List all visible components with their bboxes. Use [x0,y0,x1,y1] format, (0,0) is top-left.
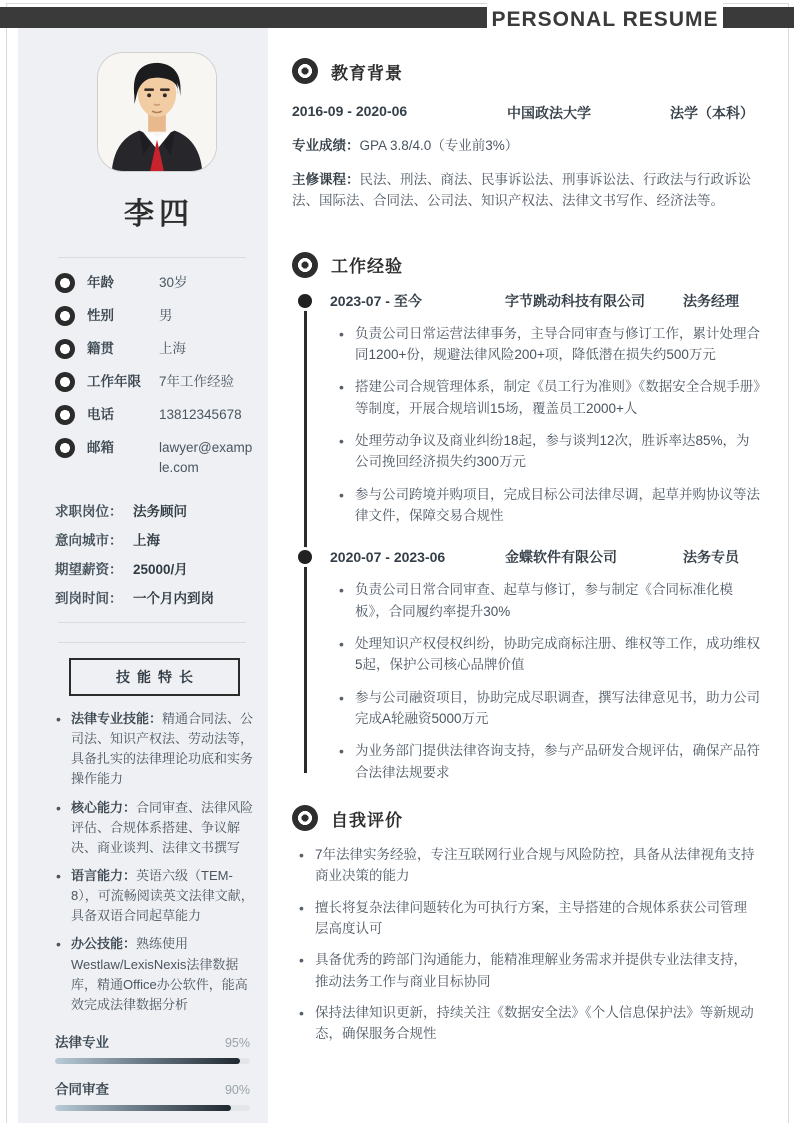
evaluation-bullet: • 7年法律实务经验，专注互联网行业合规与风险防控，具备从法律视角支持商业决策的能力 [298,844,760,887]
info-row [55,339,258,359]
courses-line [292,169,760,212]
skill-bar-percent: 95% [224,1035,250,1050]
job-intent-list [55,502,258,608]
job-bullet: • 处理劳动争议及商业纠纷18起，参与谈判12次，胜诉率达85%，为公司挽回经济损失约300万元 [338,430,760,473]
job-bullet: • 参与公司融资项目，协助完成尽职调查，撰写法律意见书，助力公司完成A轮融资5000万元 [338,687,760,730]
intent-value: 25000/月 [133,562,188,577]
courses-value: 民法、刑法、商法、民事诉讼法、刑事诉讼法、行政法与行政诉讼法、国际法、合同法、公司法、知识产权法、法律文书写作、经济法等。 [292,171,751,209]
info-value: 上海 [159,341,186,356]
job-bullet-list [330,579,760,783]
skill-item [55,934,258,1015]
info-row [55,372,258,392]
avatar-illustration [98,53,216,171]
job-role: 法务经理 [683,292,739,309]
donut-bullet-icon [55,438,75,458]
candidate-name: 李四 [124,198,194,231]
job-role: 法务专员 [683,549,739,566]
job-bullet-list [330,323,760,527]
skill-item [55,709,258,790]
intent-label: 到岗时间： [55,591,123,606]
skill-bar-fill [55,1058,240,1064]
gpa-value: GPA 3.8/4.0（专业前3%） [359,138,519,153]
donut-bullet-icon [55,339,75,359]
skill-label: 办公技能： [71,936,137,952]
info-label: 籍贯 [87,341,114,356]
education-school: 中国政法大学 [507,105,591,121]
section-donut-icon [292,252,318,278]
experience-timeline [292,292,760,783]
divider [58,642,246,643]
job-company: 金蝶软件有限公司 [505,549,617,566]
info-value: lawyer@example.com [159,440,253,475]
divider [58,257,246,258]
job-header [330,292,739,311]
skill-bar-fill [55,1105,231,1111]
timeline-dot-icon [298,294,312,308]
timeline-dot-icon [298,550,312,564]
education-degree: 法学（本科） [670,105,754,121]
info-value: 30岁 [159,275,188,290]
intent-row [55,589,258,608]
donut-bullet-icon [55,273,75,293]
skill-bars [55,1031,258,1111]
intent-value: 上海 [133,533,160,548]
job-bullet: • 负责公司日常运营法律事务，主导合同审查与修订工作，累计处理合同1200+份，规避法律风险200+项，降低潜在损失约500万元 [338,323,760,366]
experience-section-header [292,252,760,278]
page-title: PERSONAL RESUME [491,8,719,31]
donut-bullet-icon [55,405,75,425]
skill-bar [55,1031,250,1064]
skill-bar-track [55,1058,250,1064]
profile-photo [97,52,217,172]
skill-bar-percent: 90% [224,1082,250,1097]
info-label: 电话 [87,407,114,422]
header-title-box [487,0,723,40]
skill-item [55,798,258,858]
job-company: 字节跳动科技有限公司 [505,292,645,309]
skill-bar-header [55,1078,250,1098]
sidebar [18,28,268,1123]
info-value: 7年工作经验 [159,374,235,389]
info-row [55,438,258,478]
skill-bar-label: 法律专业 [55,1034,109,1050]
info-row [55,273,258,293]
evaluation-bullet-list [292,844,760,1045]
skill-bar [55,1078,250,1111]
section-donut-icon [292,805,318,831]
intent-row [55,502,258,521]
info-value: 男 [159,308,173,323]
courses-label: 主修课程： [292,171,360,187]
info-label: 性别 [87,308,114,323]
donut-bullet-icon [55,372,75,392]
job-period: 2023-07 - 至今 [330,292,422,309]
evaluation-title: 自我评价 [331,810,403,830]
skill-label: 核心能力： [71,799,137,815]
job-bullet: • 参与公司跨境并购项目，完成目标公司法律尽调，起草并购协议等法律文件，保障交易合规性 [338,484,760,527]
experience-title: 工作经验 [331,257,403,277]
skill-text: 精通合同法、公司法、知识产权法、劳动法等，具备扎实的法律理论功底和实务操作能力 [71,711,254,787]
skill-label: 语言能力： [71,867,137,883]
education-entry [292,103,754,123]
job-bullet: • 处理知识产权侵权纠纷，协助完成商标注册、维权等工作，成功维权5起，保护公司核心品牌价值 [338,633,760,676]
job-period: 2020-07 - 2023-06 [330,549,446,566]
skills-list [55,709,258,1015]
info-label: 邮箱 [87,440,114,455]
section-donut-icon [292,58,318,84]
education-period: 2016-09 - 2020-06 [292,103,408,119]
evaluation-bullet: • 擅长将复杂法律问题转化为可执行方案，主导搭建的合规体系获公司管理层高度认可 [298,897,760,940]
skill-text: 熟练使用Westlaw/LexisNexis法律数据库，精通Office办公软件，能高效完成法律数据分析 [71,936,248,1012]
evaluation-section-header [292,805,760,831]
job-entry [330,548,760,783]
intent-label: 期望薪资： [55,562,123,577]
intent-row [55,560,258,579]
intent-value: 一个月内到岗 [133,591,214,606]
skills-section-title: 技能特长 [69,658,240,696]
intent-label: 意向城市： [55,533,123,548]
divider [58,622,246,623]
gpa-label: 专业成绩： [292,138,360,153]
education-title: 教育背景 [331,63,403,83]
info-row [55,306,258,326]
donut-bullet-icon [55,306,75,326]
job-bullet: • 为业务部门提供法律咨询支持，参与产品研发合规评估，确保产品符合法律法规要求 [338,740,760,783]
info-row [55,405,258,425]
main-content [268,28,788,1055]
job-bullet: • 搭建公司合规管理体系，制定《员工行为准则》《数据安全合规手册》等制度，开展合规培训15场，覆盖员工2000+人 [338,376,760,419]
intent-label: 求职岗位： [55,504,123,519]
skill-bar-label: 合同审查 [55,1081,109,1097]
job-entry [330,292,760,527]
skill-bar-header [55,1031,250,1051]
skill-bar-track [55,1105,250,1111]
intent-value: 法务顾问 [133,504,187,519]
skill-item [55,866,258,926]
personal-info-list [55,273,258,478]
evaluation-bullet: • 保持法律知识更新，持续关注《数据安全法》《个人信息保护法》等新规动态，确保服务合规性 [298,1002,760,1045]
timeline-line [304,308,307,773]
info-label: 工作年限 [87,374,141,389]
info-label: 年龄 [87,275,114,290]
education-section-header [292,58,760,84]
skill-text: 合同审查、法律风险评估、合规体系搭建、争议解决、商业谈判、法律文书撰写 [71,799,254,855]
intent-row [55,531,258,550]
job-bullet: • 负责公司日常合同审查、起草与修订，参与制定《合同标准化模板》，合同履约率提升30% [338,579,760,622]
skill-text: 英语六级（TEM-8），可流畅阅读英文法律文献，具备双语合同起草能力 [71,867,254,924]
info-value: 13812345678 [159,407,242,422]
skill-label: 法律专业技能： [71,711,163,726]
evaluation-bullet: • 具备优秀的跨部门沟通能力，能精准理解业务需求并提供专业法律支持，推动法务工作与商业目标协同 [298,949,760,992]
gpa-line [292,135,760,157]
job-header [330,548,739,567]
